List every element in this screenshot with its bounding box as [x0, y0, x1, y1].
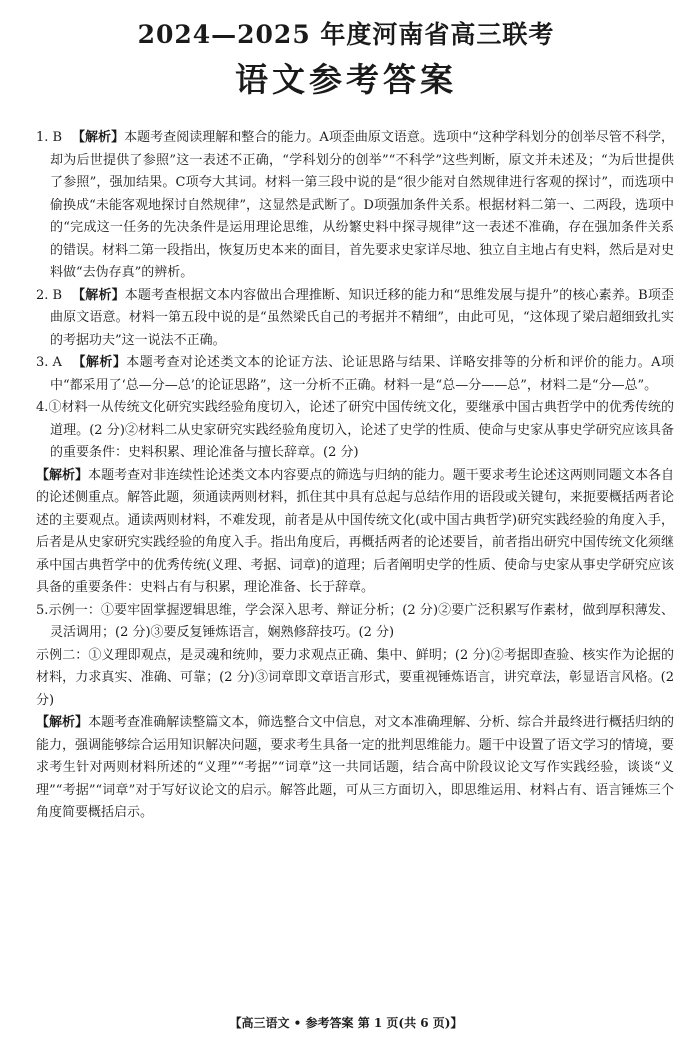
answer-number: 3. A: [36, 355, 62, 370]
answer-text: 本题考查阅读理解和整合的能力。A项歪曲原文语意。选项中“这种学科划分的创举尽管不科学，却为后世提供了参照”这一表述不正确，“学科划分的创举”“不科学”这些判断，原文并未述及；“为后世提供了参照”，强加结果。C项夸大其词。材料一第三段中说的是“很少能对自然规律进行客观的探讨”，而选项中偷换成“未能客观地探讨自然规律”，这显然是武断了。D项强加条件关系。根据材料二第一、二两段，选项中的“完成这一任务的先决条件是运用理论思维，从纷繁史料中探寻规律”这一表述不准确，存在强加条件关系的错误。材料二第一段指出，恢复历史本来的面目，首先要求史家详尽地、独立自主地占有史料，然后是对史料做“去伪存真”的辨析。: [50, 130, 675, 280]
answer-3: [36, 352, 674, 397]
analysis-tag: 【解析】: [72, 355, 127, 370]
answer-5-example-2: [36, 645, 674, 713]
answer-1: [36, 127, 674, 285]
answer-text: ①材料一从传统文化研究实践经验角度切入，论述了研究中国传统文化，要继承中国古典哲学中的优秀传统的道理。(2 分)②材料二从史家研究实践经验角度切入，论述了史学的性质、使命与史家从事史学研究应该具备的重要条件：史料积累、理论准备与擅长辞章。(2 分): [48, 400, 674, 460]
analysis-tag: 【解析】: [72, 130, 125, 145]
answer-4-analysis: [36, 465, 674, 600]
answer-text: 示例一：①要牢固掌握逻辑思维，学会深入思考、辩证分析；(2 分)②要广泛积累写作素材，做到厚积薄发、灵活调用；(2 分)③要反复锤炼语言，娴熟修辞技巧。(2 分): [48, 602, 674, 640]
answer-5-example-1: [36, 600, 674, 645]
analysis-tag: 【解析】: [72, 287, 125, 303]
answer-number: 5.: [36, 602, 49, 618]
document-subtitle: 语文参考答案: [235, 60, 457, 99]
answer-4: [36, 397, 674, 465]
answer-text: 本题考查对论述类文本的论证方法、论证思路与结果、详略安排等的分析和评价的能力。A项中“都采用了‘总—分—总’的论证思路”，这一分析不正确。材料一是“总—分——总”，材料二是“分—总”。: [50, 355, 674, 393]
answer-number: 2. B: [36, 287, 63, 303]
page-footer: 【高三语文 • 参考答案 第 1 页(共 6 页)】: [229, 1016, 463, 1030]
answer-2: [36, 285, 674, 353]
analysis-tag: 【解析】: [36, 715, 89, 730]
answer-number: 4.: [36, 400, 49, 415]
answer-text: 示例二：①义理即观点，是灵魂和统帅，要力求观点正确、集中、鲜明；(2 分)②考据即查验、核实作为论据的材料，力求真实、准确、可靠；(2 分)③词章即文章语言形式，要重视锤炼语言，讲究章法，彰显语言风格。(2 分): [36, 647, 674, 708]
analysis-tag: 【解析】: [36, 467, 89, 483]
exam-title: 2024—2025 年度河南省高三联考: [137, 20, 555, 49]
analysis-text: 本题考查准确解读整篇文本，筛选整合文中信息，对文本准确理解、分析、综合并最终进行概括归纳的能力，强调能够综合运用知识解决问题，要求考生具备一定的批判思维能力。题干中设置了语文学习的情境，要求考生针对两则材料所述的“义理”“考据”“词章”这一共同话题，结合高中阶段议论文写作实践经验，谈谈“义理”“考据”“词章”对于写好议论文的启示。解答此题，可从三方面切入，即思维运用、材料占有、语言锤炼三个角度简要概括启示。: [36, 715, 674, 820]
answer-5-analysis: [36, 712, 674, 825]
answer-body: [36, 127, 674, 825]
answer-text: 本题考查根据文本内容做出合理推断、知识迁移的能力和“思维发展与提升”的核心素养。B项歪曲原文语意。材料一第五段中说的是“虽然梁氏自己的考据并不精细”，由此可见，“这体现了梁启超细致扎实的考据功夫”这一说法不正确。: [50, 287, 674, 348]
analysis-text: 本题考查对非连续性论述类文本内容要点的筛选与归纳的能力。题干要求考生论述这两则同题文本各自的论述侧重点。解答此题，须通读两则材料，抓住其中具有总起与总结作用的语段或关键句，来扼要概括两者论述的主要观点。通读两则材料，不难发现，前者是从中国传统文化(或中国古典哲学)研究实践经验的角度入手，后者是从史家研究实践经验的角度入手。指出角度后，再概括两者的论述要旨，前者指出研究中国传统文化须继承中国古典哲学中的优秀传统(义理、考据、词章)的道理；后者阐明史学的性质、使命与史家从事史学研究应该具备的重要条件：史料占有与积累，理论准备、长于辞章。: [36, 467, 674, 595]
answer-number: 1. B: [36, 130, 63, 145]
